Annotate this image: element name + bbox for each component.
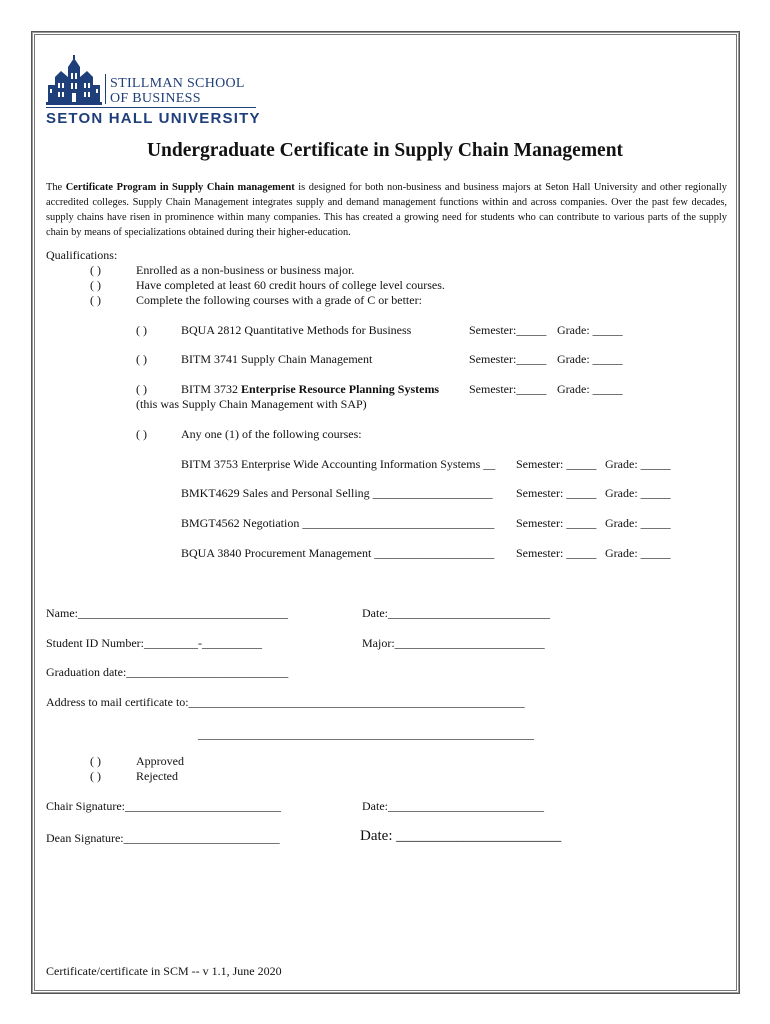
course-name-3: [181, 382, 439, 397]
elective-option-3-name: BMGT4562 Negotiation ________________________________: [181, 516, 495, 530]
course-checkbox-1[interactable]: ( ): [136, 323, 147, 337]
approved-checkbox[interactable]: ( ): [90, 754, 101, 768]
course-grade-3[interactable]: Grade: _____: [557, 382, 623, 396]
dean-date-field[interactable]: Date: ______________________: [360, 828, 562, 844]
elective-option-2-semester[interactable]: Semester: _____: [516, 486, 597, 500]
student-id-field[interactable]: Student ID Number:_________-__________: [46, 636, 262, 650]
course-name-3-title: Enterprise Resource Planning Systems: [241, 382, 440, 396]
qualification-checkbox-3[interactable]: ( ): [90, 293, 101, 307]
elective-option-2-grade[interactable]: Grade: _____: [605, 486, 671, 500]
logo-school-line1: STILLMAN SCHOOL: [110, 76, 245, 91]
intro-paragraph: [46, 180, 727, 240]
rejected-checkbox[interactable]: ( ): [90, 769, 101, 783]
date-field[interactable]: Date:___________________________: [362, 606, 550, 620]
rejected-label: Rejected: [136, 769, 178, 783]
qualification-checkbox-1[interactable]: ( ): [90, 263, 101, 277]
elective-option-3-semester[interactable]: Semester: _____: [516, 516, 597, 530]
page-border-inner: [34, 34, 737, 991]
elective-option-2-name: BMKT4629 Sales and Personal Selling ____________________: [181, 486, 493, 500]
seton-hall-building-icon: [46, 55, 102, 105]
course-name-3-code: BITM 3732: [181, 382, 241, 396]
dean-signature-field[interactable]: Dean Signature:__________________________: [46, 831, 280, 845]
intro-rest: is designed for both non-business and business majors at Seton Hall University and other regionally accredited colleges. Supply Chain Management integrates supply and demand management functions within and across companies. Over the past few decades, supply chains have risen in prominence within many companies. This has created a growing need for students who can contribute to various parts of the supply chain by means of specializations obtained during their higher-education.: [46, 182, 727, 238]
elective-option-4-name: BQUA 3840 Procurement Management ____________________: [181, 546, 495, 560]
course-note-3: (this was Supply Chain Management with SAP): [136, 397, 367, 411]
intro-bold: Certificate Program in Supply Chain management: [65, 182, 295, 193]
address-line-2-field[interactable]: ________________________________________________________: [198, 727, 534, 741]
elective-option-1-semester[interactable]: Semester: _____: [516, 457, 597, 471]
major-field[interactable]: Major:_________________________: [362, 636, 545, 650]
course-semester-3[interactable]: Semester:_____: [469, 382, 547, 396]
elective-label: Any one (1) of the following courses:: [181, 427, 362, 441]
graduation-date-field[interactable]: Graduation date:___________________________: [46, 665, 289, 679]
elective-option-1-name: BITM 3753 Enterprise Wide Accounting Information Systems __: [181, 457, 496, 471]
logo-divider: [105, 74, 106, 104]
elective-option-3-grade[interactable]: Grade: _____: [605, 516, 671, 530]
course-grade-1[interactable]: Grade: _____: [557, 323, 623, 337]
elective-checkbox[interactable]: ( ): [136, 427, 147, 441]
intro-lead: The: [46, 182, 66, 193]
course-checkbox-2[interactable]: ( ): [136, 352, 147, 366]
course-grade-2[interactable]: Grade: _____: [557, 352, 623, 366]
course-semester-1[interactable]: Semester:_____: [469, 323, 547, 337]
qualification-item-3: Complete the following courses with a grade of C or better:: [136, 293, 422, 307]
course-name-1: BQUA 2812 Quantitative Methods for Business: [181, 323, 412, 337]
page-title: Undergraduate Certificate in Supply Chain Management: [146, 140, 624, 161]
course-checkbox-3[interactable]: ( ): [136, 382, 147, 396]
elective-option-1-grade[interactable]: Grade: _____: [605, 457, 671, 471]
page-border: [31, 31, 740, 994]
footer-version: Certificate/certificate in SCM -- v 1.1, June 2020: [46, 964, 282, 978]
qualification-checkbox-2[interactable]: ( ): [90, 278, 101, 292]
address-field[interactable]: Address to mail certificate to:________________________________________________________: [46, 695, 525, 709]
qualification-item-1: Enrolled as a non-business or business major.: [136, 263, 355, 277]
course-name-2: BITM 3741 Supply Chain Management: [181, 352, 373, 366]
logo-university-name: SETON HALL UNIVERSITY: [46, 110, 261, 127]
elective-option-4-semester[interactable]: Semester: _____: [516, 546, 597, 560]
elective-option-4-grade[interactable]: Grade: _____: [605, 546, 671, 560]
course-semester-2[interactable]: Semester:_____: [469, 352, 547, 366]
qualification-item-2: Have completed at least 60 credit hours of college level courses.: [136, 278, 445, 292]
qualifications-heading: Qualifications:: [46, 248, 118, 262]
chair-date-field[interactable]: Date:__________________________: [362, 799, 544, 813]
name-field[interactable]: Name:___________________________________: [46, 606, 288, 620]
logo-rule: [46, 107, 256, 108]
approved-label: Approved: [136, 754, 184, 768]
chair-signature-field[interactable]: Chair Signature:__________________________: [46, 799, 281, 813]
logo-school-line2: OF BUSINESS: [110, 91, 201, 106]
